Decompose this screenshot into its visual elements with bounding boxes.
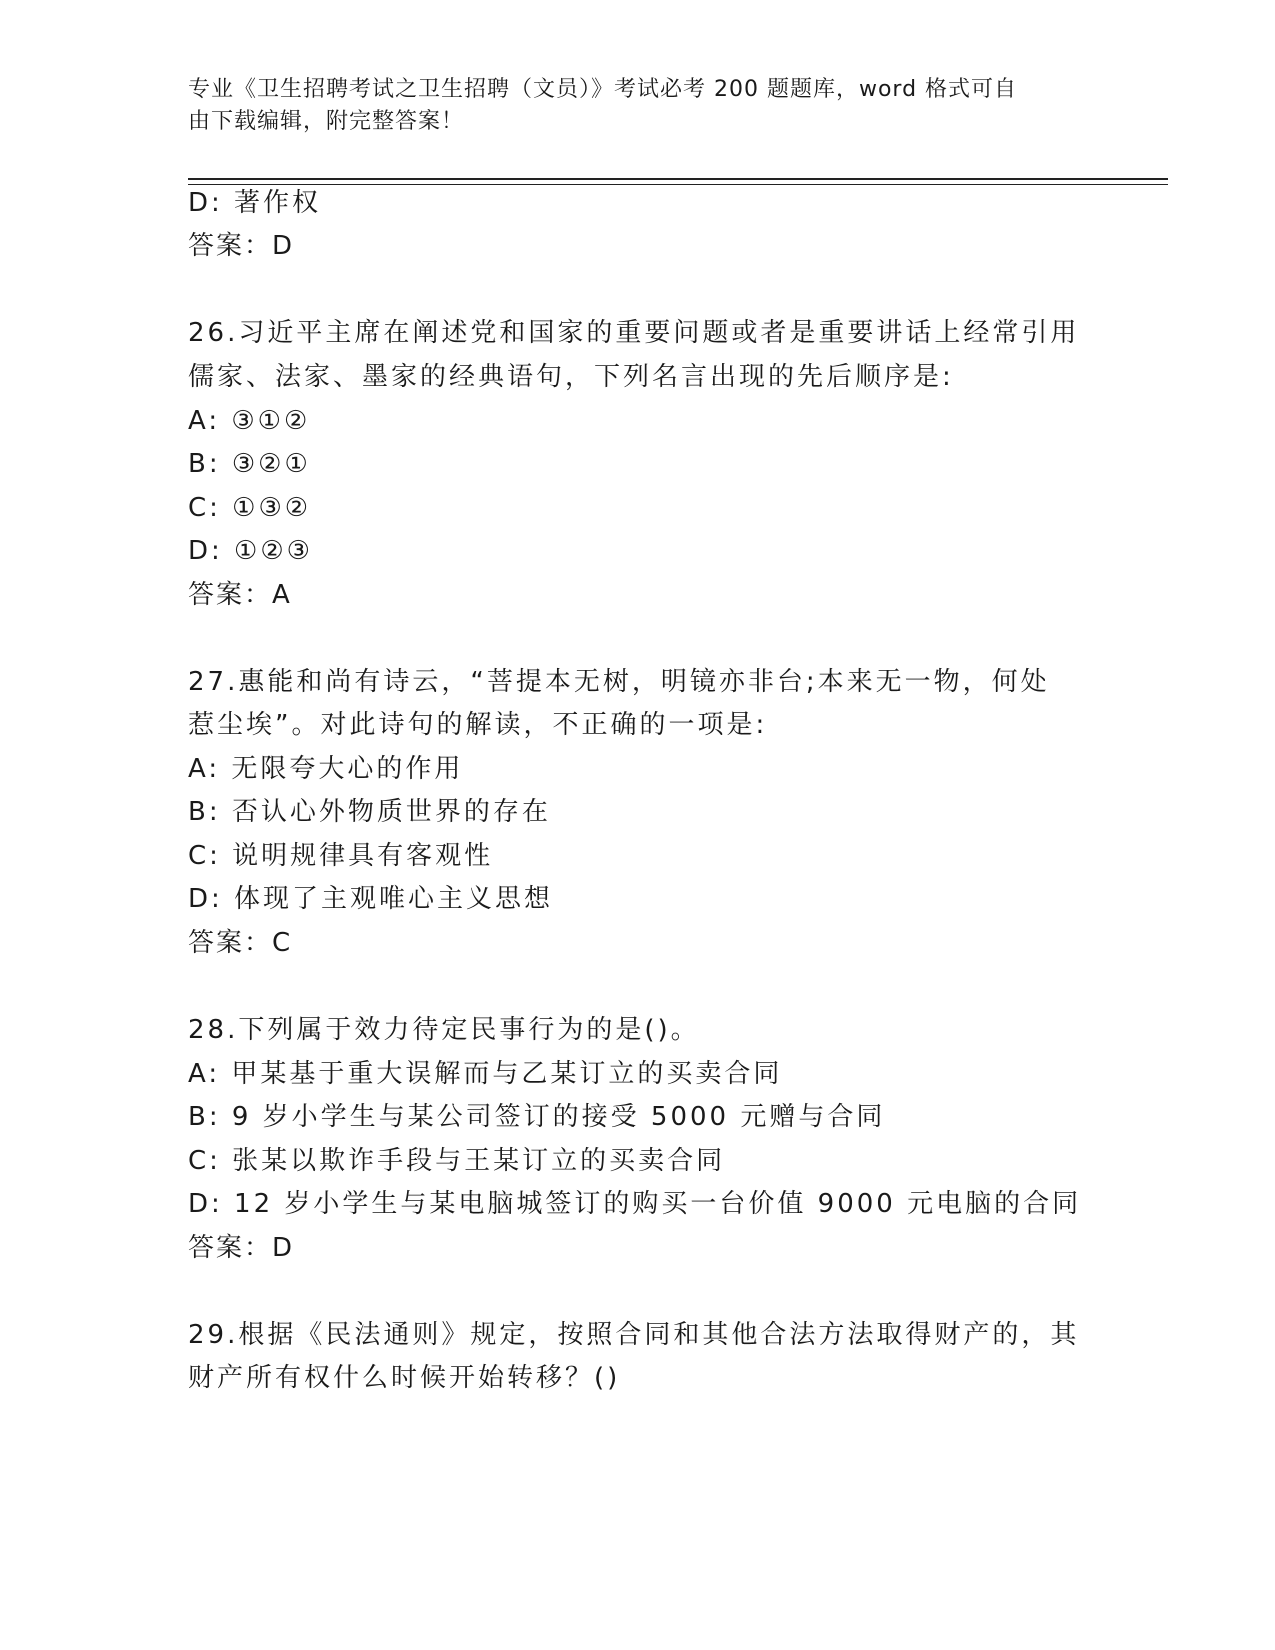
header-line-1: 专业《卫生招聘考试之卫生招聘（文员）》考试必考 200 题题库，word 格式可自 xyxy=(188,77,1018,102)
page-header xyxy=(188,74,1068,138)
question-27-answer: 答案：C xyxy=(188,928,293,958)
question-27-option-b: B: 否认心外物质世界的存在 xyxy=(188,797,551,827)
question-27-stem-line-2: 惹尘埃”。对此诗句的解读，不正确的一项是: xyxy=(188,710,768,740)
question-28-stem-line-1: 28.下列属于效力待定民事行为的是()。 xyxy=(188,1015,700,1045)
header-line-2: 由下载编辑，附完整答案！ xyxy=(188,109,465,134)
question-28-answer: 答案：D xyxy=(188,1233,295,1263)
question-28-option-a: A: 甲某基于重大误解而与乙某订立的买卖合同 xyxy=(188,1059,783,1089)
header-divider-thick xyxy=(188,178,1168,180)
carry-over-answer: 答案：D xyxy=(188,231,295,261)
question-26-option-d: D: ①②③ xyxy=(188,536,313,566)
question-26-option-c: C: ①③② xyxy=(188,493,312,523)
question-26-answer: 答案：A xyxy=(188,580,292,610)
question-27-option-a: A: 无限夸大心的作用 xyxy=(188,754,464,784)
question-28-option-d: D: 12 岁小学生与某电脑城签订的购买一台价值 9000 元电脑的合同 xyxy=(188,1189,1082,1219)
question-28-option-c: C: 张某以欺诈手段与王某订立的买卖合同 xyxy=(188,1146,726,1176)
question-26-stem-line-2: 儒家、法家、墨家的经典语句，下列名言出现的先后顺序是: xyxy=(188,362,954,392)
question-28-option-b: B: 9 岁小学生与某公司签订的接受 5000 元赠与合同 xyxy=(188,1102,886,1132)
question-29-stem-line-1: 29.根据《民法通则》规定，按照合同和其他合法方法取得财产的，其 xyxy=(188,1320,1080,1350)
question-26-option-a: A: ③①② xyxy=(188,406,311,436)
question-27-stem-line-1: 27.惠能和尚有诗云，“菩提本无树，明镜亦非台;本来无一物，何处 xyxy=(188,667,1050,697)
question-27-option-d: D: 体现了主观唯心主义思想 xyxy=(188,884,554,914)
question-27-option-c: C: 说明规律具有客观性 xyxy=(188,841,494,871)
header-divider-thin xyxy=(188,184,1168,185)
question-26-stem-line-1: 26.习近平主席在阐述党和国家的重要问题或者是重要讲话上经常引用 xyxy=(188,318,1080,348)
carry-over-option-d: D: 著作权 xyxy=(188,188,322,218)
question-29-stem-line-2: 财产所有权什么时候开始转移？() xyxy=(188,1363,621,1393)
question-26-option-b: B: ③②① xyxy=(188,449,311,479)
